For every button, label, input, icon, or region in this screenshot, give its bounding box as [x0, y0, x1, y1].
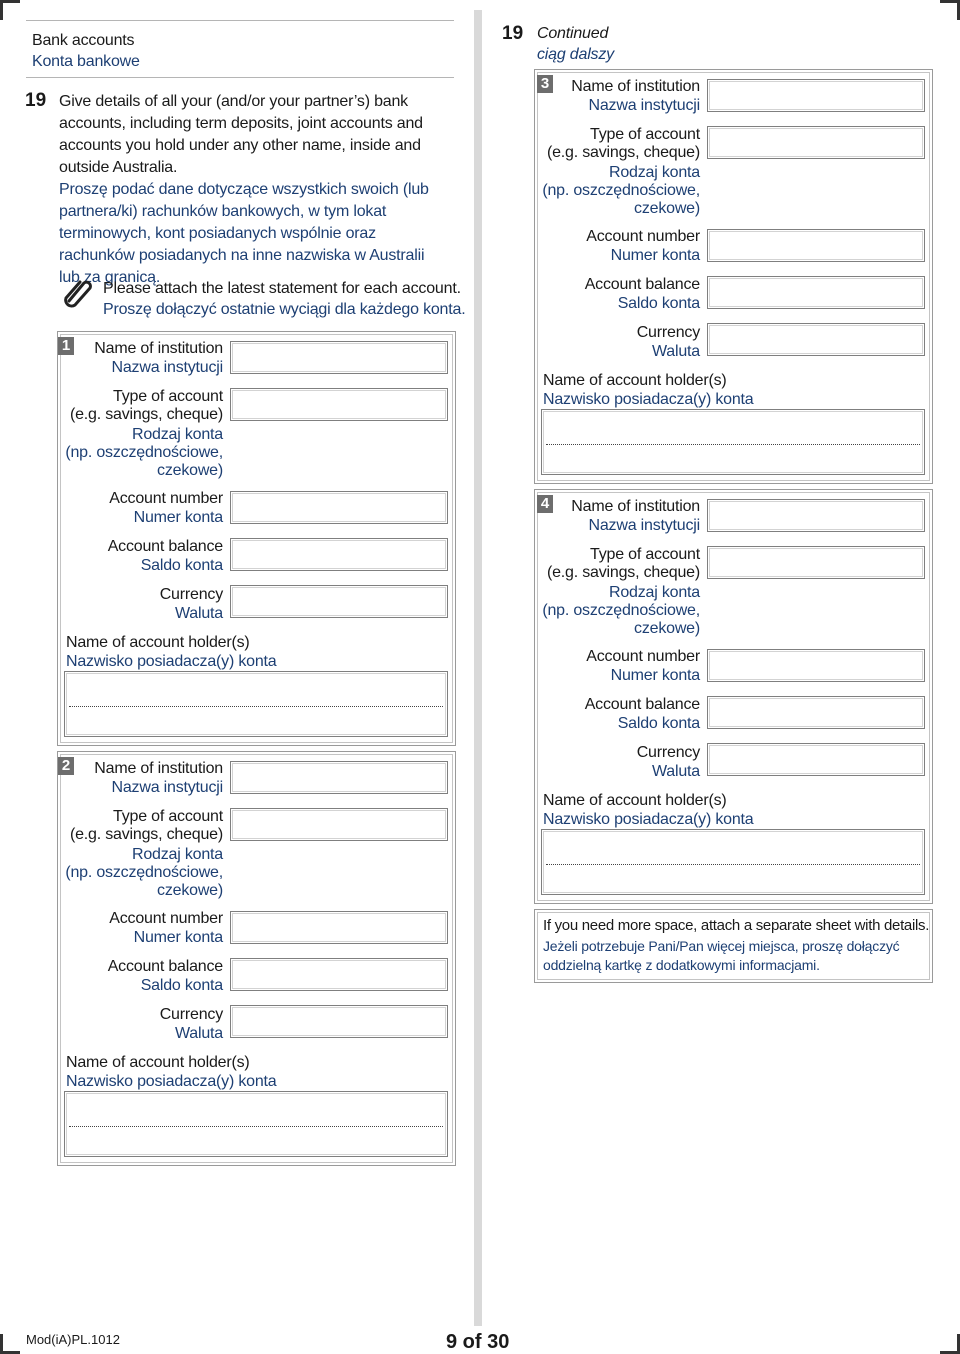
type-label-polish-example-cont: czekowe)	[157, 462, 223, 479]
number-label: Account number	[109, 910, 223, 927]
currency-label-polish: Waluta	[651, 763, 700, 780]
section-bottom-rule	[26, 77, 454, 78]
holder-label-polish: Nazwisko posiadacza(y) konta	[543, 391, 754, 408]
type-label-polish-example-cont: czekowe)	[634, 620, 700, 637]
section-top-rule	[26, 20, 454, 21]
holder-label-polish: Nazwisko posiadacza(y) konta	[543, 811, 754, 828]
type-label-example: (e.g. savings, cheque)	[69, 826, 223, 843]
balance-label: Account balance	[584, 276, 700, 293]
account-badge-1: 1	[58, 337, 74, 355]
balance-label-polish: Saldo konta	[617, 715, 700, 732]
currency-field-2[interactable]	[230, 1005, 448, 1038]
institution-field-3[interactable]	[707, 79, 925, 112]
number-field-4[interactable]	[707, 649, 925, 682]
type-label-example: (e.g. savings, cheque)	[546, 144, 700, 161]
holder-label-polish: Nazwisko posiadacza(y) konta	[66, 1073, 277, 1090]
type-field-2[interactable]	[230, 808, 448, 841]
account-badge-2: 2	[58, 757, 74, 775]
institution-label: Name of institution	[94, 760, 223, 777]
type-field-1[interactable]	[230, 388, 448, 421]
section-title-polish: Konta bankowe	[32, 53, 140, 70]
type-label-polish-example: (np. oszczędnościowe,	[65, 864, 223, 881]
continued-label: Continued	[537, 25, 609, 42]
type-label-polish-example: (np. oszczędnościowe,	[542, 602, 700, 619]
number-field-2[interactable]	[230, 911, 448, 944]
institution-field-2[interactable]	[230, 761, 448, 794]
paperclip-icon	[60, 274, 96, 310]
number-label-polish: Numer konta	[610, 667, 700, 684]
type-field-4[interactable]	[707, 546, 925, 579]
holder-label: Name of account holder(s)	[66, 634, 250, 651]
balance-field-1[interactable]	[230, 538, 448, 571]
type-label-polish: Rodzaj konta	[609, 584, 700, 601]
type-label: Type of account	[590, 546, 700, 563]
institution-label-polish: Nazwa instytucji	[111, 779, 223, 796]
balance-label-polish: Saldo konta	[140, 557, 223, 574]
more-space-text-polish-cont: oddzielną kartkę z dodatkowymi informacjami.	[543, 957, 820, 973]
type-label-polish: Rodzaj konta	[609, 164, 700, 181]
holder-field-3[interactable]	[541, 409, 925, 475]
currency-label-polish: Waluta	[651, 343, 700, 360]
institution-field-1[interactable]	[230, 341, 448, 374]
holder-dotted-line	[546, 444, 920, 445]
type-label-polish: Rodzaj konta	[132, 846, 223, 863]
column-divider	[474, 10, 482, 1326]
type-label-example: (e.g. savings, cheque)	[546, 564, 700, 581]
currency-label: Currency	[159, 1006, 223, 1023]
account-badge-4: 4	[537, 495, 553, 513]
form-code: Mod(iA)PL.1012	[26, 1332, 120, 1347]
page-number: 9 of 30	[446, 1331, 510, 1353]
more-space-text-polish: Jeżeli potrzebuje Pani/Pan więcej miejsca, proszę dołączyć	[543, 938, 900, 954]
type-label: Type of account	[590, 126, 700, 143]
holder-dotted-line	[546, 864, 920, 865]
currency-label-polish: Waluta	[174, 605, 223, 622]
holder-dotted-line	[69, 706, 443, 707]
question-number: 19	[25, 90, 47, 111]
number-label: Account number	[109, 490, 223, 507]
number-label-polish: Numer konta	[610, 247, 700, 264]
currency-label: Currency	[636, 744, 700, 761]
institution-field-4[interactable]	[707, 499, 925, 532]
institution-label: Name of institution	[94, 340, 223, 357]
balance-field-2[interactable]	[230, 958, 448, 991]
number-label: Account number	[586, 228, 700, 245]
type-label-polish-example-cont: czekowe)	[634, 200, 700, 217]
continued-label-polish: ciąg dalszy	[537, 46, 614, 63]
balance-label: Account balance	[107, 958, 223, 975]
type-label-polish: Rodzaj konta	[132, 426, 223, 443]
currency-field-1[interactable]	[230, 585, 448, 618]
currency-label-polish: Waluta	[174, 1025, 223, 1042]
holder-field-1[interactable]	[64, 671, 448, 737]
continued-number: 19	[502, 23, 524, 44]
more-space-text: If you need more space, attach a separate sheet with details.	[543, 917, 930, 934]
balance-field-4[interactable]	[707, 696, 925, 729]
number-field-3[interactable]	[707, 229, 925, 262]
balance-label-polish: Saldo konta	[617, 295, 700, 312]
attach-note: Please attach the latest statement for each account.	[103, 280, 461, 297]
type-label-example: (e.g. savings, cheque)	[69, 406, 223, 423]
account-badge-3: 3	[537, 75, 553, 93]
number-label: Account number	[586, 648, 700, 665]
currency-field-3[interactable]	[707, 323, 925, 356]
currency-label: Currency	[636, 324, 700, 341]
attach-note-polish: Proszę dołączyć ostatnie wyciągi dla każdego konta.	[103, 301, 466, 318]
number-field-1[interactable]	[230, 491, 448, 524]
institution-label-polish: Nazwa instytucji	[588, 97, 700, 114]
holder-label: Name of account holder(s)	[543, 372, 727, 389]
type-label-polish-example: (np. oszczędnościowe,	[65, 444, 223, 461]
balance-field-3[interactable]	[707, 276, 925, 309]
type-label-polish-example: (np. oszczędnościowe,	[542, 182, 700, 199]
holder-field-2[interactable]	[64, 1091, 448, 1157]
number-label-polish: Numer konta	[133, 509, 223, 526]
type-label-polish-example-cont: czekowe)	[157, 882, 223, 899]
balance-label: Account balance	[107, 538, 223, 555]
section-title: Bank accounts	[32, 32, 135, 49]
currency-field-4[interactable]	[707, 743, 925, 776]
type-field-3[interactable]	[707, 126, 925, 159]
institution-label-polish: Nazwa instytucji	[588, 517, 700, 534]
type-label: Type of account	[113, 808, 223, 825]
question-text-polish: Proszę podać dane dotyczące wszystkich swoich (lub partnera/ki) rachunków bankowych, w tym lokat terminowych, kont posiadanych wspólnie oraz rachunków posiadanych na inne nazwiska w Australii lub za granicą.	[59, 181, 429, 286]
type-label: Type of account	[113, 388, 223, 405]
balance-label: Account balance	[584, 696, 700, 713]
question-text: Give details of all your (and/or your partner’s) bank accounts, including term deposits, joint accounts and accounts you hold under any other name, inside and outside Australia.	[59, 93, 423, 176]
institution-label: Name of institution	[571, 78, 700, 95]
institution-label-polish: Nazwa instytucji	[111, 359, 223, 376]
holder-dotted-line	[69, 1126, 443, 1127]
holder-label: Name of account holder(s)	[543, 792, 727, 809]
currency-label: Currency	[159, 586, 223, 603]
holder-field-4[interactable]	[541, 829, 925, 895]
number-label-polish: Numer konta	[133, 929, 223, 946]
holder-label-polish: Nazwisko posiadacza(y) konta	[66, 653, 277, 670]
balance-label-polish: Saldo konta	[140, 977, 223, 994]
institution-label: Name of institution	[571, 498, 700, 515]
holder-label: Name of account holder(s)	[66, 1054, 250, 1071]
